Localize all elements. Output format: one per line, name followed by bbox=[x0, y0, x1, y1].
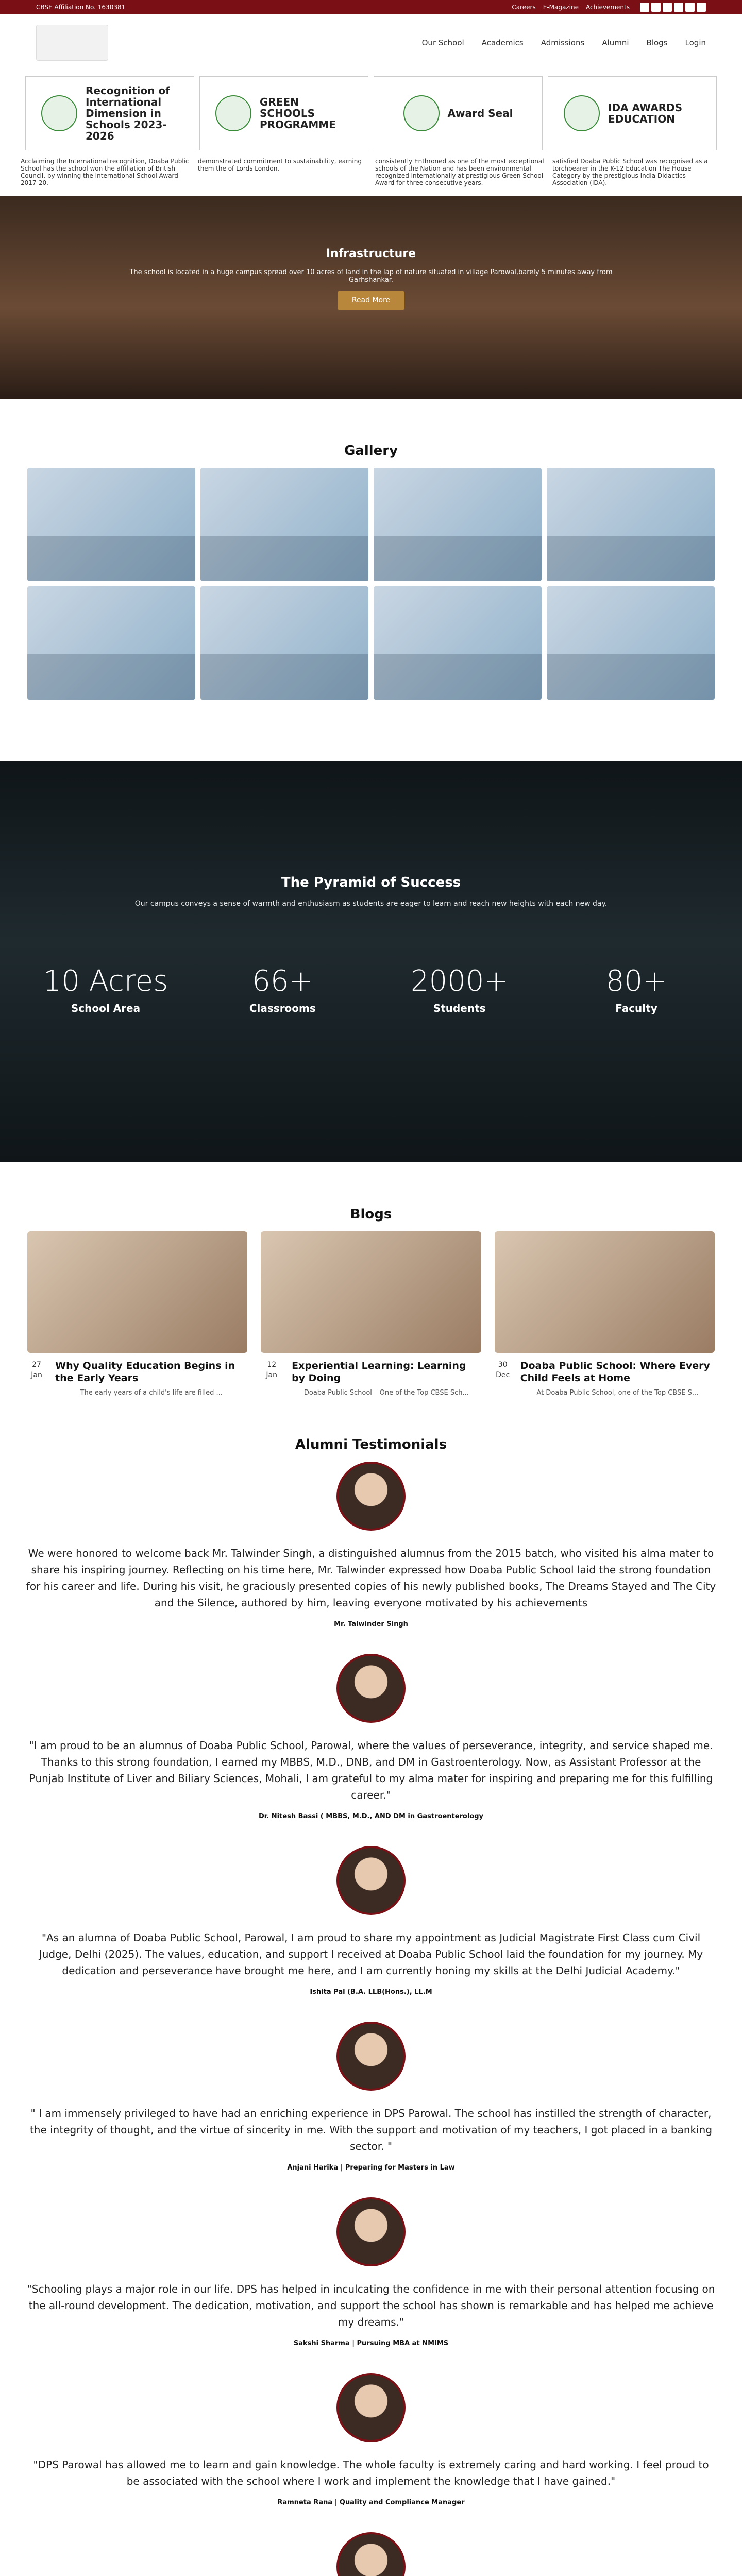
accreditation-title: GREEN SCHOOLS PROGRAMME bbox=[260, 96, 336, 131]
accreditation-cards bbox=[0, 71, 742, 156]
menu-blogs[interactable]: Blogs bbox=[646, 38, 668, 47]
testimonial-author: Anjani Harika | Preparing for Masters in Law bbox=[287, 2163, 455, 2172]
blog-card[interactable] bbox=[261, 1231, 481, 1397]
testimonial-quote: "As an alumna of Doaba Public School, Parowal, I am proud to share my appointment as Judicial Magistrate First Class cum Civil Judge, Delhi (2025). The values, education, and support I received at Doaba Public School laid the foundation for my journey. My dedication and perseverance have brought me here, and I am currently honing my skills at the Delhi Judicial Academy." bbox=[39, 1931, 703, 1977]
alumni-photo bbox=[336, 1654, 406, 1723]
blog-card[interactable] bbox=[27, 1231, 247, 1397]
stat-faculty bbox=[559, 964, 714, 1014]
alumni-testimonials bbox=[0, 1397, 742, 2576]
accreditations bbox=[0, 71, 742, 196]
gallery-section bbox=[0, 399, 742, 700]
accreditation-text: satisfied Doaba Public School was recognised as a torchbearer in the K-12 Education The House Category by the prestigious India Didactics Association (IDA). bbox=[552, 158, 708, 187]
testimonials-title: Alumni Testimonials bbox=[295, 1436, 447, 1452]
testimonial-author: Dr. Nitesh Bassi ( MBBS, M.D., AND DM in Gastroenterology bbox=[258, 1812, 484, 1820]
menu-admissions[interactable]: Admissions bbox=[541, 38, 585, 47]
blog-meta bbox=[27, 1360, 247, 1397]
instagram-icon[interactable] bbox=[651, 3, 661, 12]
gallery-title: Gallery bbox=[344, 443, 398, 459]
gallery-image[interactable] bbox=[374, 586, 542, 700]
blog-image[interactable] bbox=[27, 1231, 247, 1353]
testimonial-quote: "Schooling plays a major role in our life. DPS has helped in inculcating the confidence in me with their personal attention focusing on the all-round development. The dedication, motivation, and support the school has shown is remarkable and has helped me achieve my dreams." bbox=[27, 2282, 715, 2328]
blog-image[interactable] bbox=[261, 1231, 481, 1353]
accreditation-card bbox=[199, 76, 368, 150]
blog-day: 12 bbox=[267, 1361, 277, 1369]
blog-day: 30 bbox=[498, 1361, 508, 1369]
pyramid-section bbox=[0, 761, 742, 1162]
read-more-button[interactable]: Read More bbox=[338, 291, 404, 310]
badge-icon bbox=[564, 95, 600, 131]
accreditation-title: Award Seal bbox=[447, 107, 513, 120]
alumni-photo bbox=[336, 2022, 406, 2091]
gallery-image[interactable] bbox=[200, 586, 368, 700]
whatsapp-icon[interactable] bbox=[697, 3, 706, 12]
accreditation-card bbox=[25, 76, 194, 150]
main-navigation bbox=[0, 14, 742, 71]
blog-card[interactable] bbox=[495, 1231, 715, 1397]
stat-number: 10 Acres bbox=[43, 964, 168, 998]
accreditation-text: demonstrated commitment to sustainability, earning them the of Lords London. bbox=[198, 158, 362, 172]
youtube-icon[interactable] bbox=[663, 3, 672, 12]
gallery-image[interactable] bbox=[374, 468, 542, 581]
accreditation-title: Recognition of International Dimension in Schools 2023-2026 bbox=[86, 84, 170, 142]
testimonial bbox=[21, 2373, 721, 2532]
accreditation-card bbox=[548, 76, 717, 150]
blog-title[interactable]: Doaba Public School: Where Every Child Feels at Home bbox=[520, 1360, 710, 1384]
testimonial-author: Ramneta Rana | Quality and Compliance Manager bbox=[277, 2498, 465, 2506]
menu-our-school[interactable]: Our School bbox=[421, 38, 464, 47]
topbar bbox=[0, 0, 742, 14]
testimonial bbox=[21, 2532, 721, 2576]
gallery-image[interactable] bbox=[200, 468, 368, 581]
stat-number: 66+ bbox=[252, 964, 313, 998]
stat-number: 2000+ bbox=[410, 964, 509, 998]
link-achievements[interactable]: Achievements bbox=[585, 4, 630, 11]
stat-label: Classrooms bbox=[249, 1002, 316, 1014]
alumni-photo bbox=[336, 2373, 406, 2442]
blogs-grid bbox=[27, 1231, 715, 1397]
testimonial-quote: "I am proud to be an alumnus of Doaba Public School, Parowal, where the values of perseverance, integrity, and service shaped me. Thanks to this strong foundation, I earned my MBBS, M.D., DNB, and DM in Gastroenterology. Now, as Assistant Professor at the Punjab Institute of Liver and Biliary Sciences, Mohali, I am grateful to my alma mater for inspiring and preparing me for this fulfilling career." bbox=[29, 1739, 713, 1801]
pyramid-title: The Pyramid of Success bbox=[281, 875, 461, 890]
seal-icon bbox=[403, 95, 440, 131]
blog-excerpt: At Doaba Public School, one of the Top CBSE S... bbox=[536, 1388, 699, 1397]
blog-image[interactable] bbox=[495, 1231, 715, 1353]
affiliation-text: CBSE Affiliation No. 1630381 bbox=[36, 4, 126, 11]
testimonial-author: Sakshi Sharma | Pursuing MBA at NMIMS bbox=[293, 2339, 449, 2347]
testimonial bbox=[21, 1654, 721, 1846]
gallery-image[interactable] bbox=[27, 468, 195, 581]
pyramid-subtitle: Our campus conveys a sense of warmth and enthusiasm as students are eager to learn and reach new heights with each new day. bbox=[134, 900, 608, 908]
blogs-title: Blogs bbox=[350, 1207, 392, 1222]
blog-excerpt: The early years of a child's life are filled ... bbox=[80, 1388, 223, 1397]
accreditation-title: IDA AWARDS EDUCATION bbox=[608, 101, 683, 125]
blog-month: Jan bbox=[266, 1370, 277, 1379]
blog-meta bbox=[495, 1360, 715, 1397]
accreditation-card bbox=[374, 76, 543, 150]
testimonial bbox=[21, 1846, 721, 2022]
accreditation-texts bbox=[21, 156, 721, 196]
gallery-grid bbox=[27, 468, 715, 700]
badge-icon bbox=[215, 95, 251, 131]
blog-day: 27 bbox=[32, 1361, 41, 1369]
hero-title: Infrastructure bbox=[326, 247, 416, 260]
alumni-photo bbox=[336, 2532, 406, 2576]
stats bbox=[28, 964, 714, 1014]
accreditation-text: Acclaiming the International recognition, Doaba Public School has the school won the affiliation of British Council, by winning the International School Award 2017-20. bbox=[21, 158, 189, 187]
link-emagazine[interactable]: E-Magazine bbox=[543, 4, 579, 11]
stat-label: School Area bbox=[71, 1002, 141, 1014]
testimonial-quote: We were honored to welcome back Mr. Talwinder Singh, a distinguished alumnus from the 2015 batch, who visited his alma mater to share his inspiring journey. Reflecting on his time here, Mr. Talwinder expressed how Doaba Public School laid the strong foundation for his career and life. During his visit, he graciously presented copies of his newly published books, The Dreams Stayed and The City and the Silence, authored by him, leaving everyone motivated by his achievements bbox=[26, 1547, 716, 1609]
testimonial bbox=[21, 2022, 721, 2197]
stat-label: Faculty bbox=[615, 1002, 657, 1014]
hero-text: The school is located in a huge campus spread over 10 acres of land in the lap of nature situated in village Parowal,barely 5 minutes away from Garhshankar. bbox=[129, 268, 613, 284]
topbar-social bbox=[640, 3, 706, 12]
testimonial-author: Ishita Pal (B.A. LLB(Hons.), LL.M bbox=[310, 1988, 432, 1996]
testimonial bbox=[21, 1462, 721, 1654]
blog-month: Dec bbox=[496, 1370, 510, 1379]
blog-excerpt: Doaba Public School – One of the Top CBSE Sch... bbox=[303, 1388, 469, 1397]
menu-alumni[interactable]: Alumni bbox=[602, 38, 629, 47]
gallery-image[interactable] bbox=[547, 586, 715, 700]
menu-login[interactable]: Login bbox=[685, 38, 706, 47]
school-logo[interactable] bbox=[36, 25, 108, 61]
gallery-image[interactable] bbox=[27, 586, 195, 700]
blog-meta bbox=[261, 1360, 481, 1397]
stat-school-area bbox=[28, 964, 183, 1014]
infrastructure-hero bbox=[0, 196, 742, 399]
twitter-icon[interactable] bbox=[685, 3, 695, 12]
blog-title[interactable]: Why Quality Education Begins in the Early Years bbox=[55, 1360, 235, 1384]
stat-label: Students bbox=[433, 1002, 486, 1014]
testimonial-quote: "DPS Parowal has allowed me to learn and gain knowledge. The whole faculty is extremely caring and hard working. I feel proud to be associated with the school where I work and implement the knowledge that I have gained." bbox=[33, 2458, 709, 2487]
alumni-photo bbox=[336, 1462, 406, 1531]
badge-icon bbox=[41, 95, 77, 131]
blog-date bbox=[261, 1360, 282, 1380]
blog-title[interactable]: Experiential Learning: Learning by Doing bbox=[292, 1360, 466, 1384]
blogs-section bbox=[0, 1162, 742, 1397]
menu bbox=[422, 38, 706, 47]
gallery-image[interactable] bbox=[547, 468, 715, 581]
alumni-photo bbox=[336, 1846, 406, 1915]
link-careers[interactable]: Careers bbox=[512, 4, 536, 11]
blog-date bbox=[27, 1360, 46, 1380]
stat-students bbox=[382, 964, 537, 1014]
topbar-links bbox=[512, 3, 706, 12]
menu-academics[interactable]: Academics bbox=[481, 38, 524, 47]
blog-date bbox=[495, 1360, 511, 1380]
stat-number: 80+ bbox=[605, 964, 667, 998]
blog-month: Jan bbox=[31, 1370, 42, 1379]
stat-classrooms bbox=[205, 964, 360, 1014]
alumni-photo bbox=[336, 2197, 406, 2266]
testimonial bbox=[21, 2197, 721, 2373]
accreditation-text: consistently Enthroned as one of the most exceptional schools of the Nation and has been environmental recognized internationally at prestigious Green School Award for three consecutive years. bbox=[375, 158, 544, 187]
testimonial-quote: " I am immensely privileged to have had an enriching experience in DPS Parowal. The school has instilled the strength of character, the integrity of thought, and the virtue of sincerity in me. With the support and motivation of my teachers, I got placed in a banking sector. " bbox=[29, 2107, 713, 2153]
testimonial-author: Mr. Talwinder Singh bbox=[334, 1620, 408, 1628]
linkedin-icon[interactable] bbox=[674, 3, 683, 12]
facebook-icon[interactable] bbox=[640, 3, 649, 12]
